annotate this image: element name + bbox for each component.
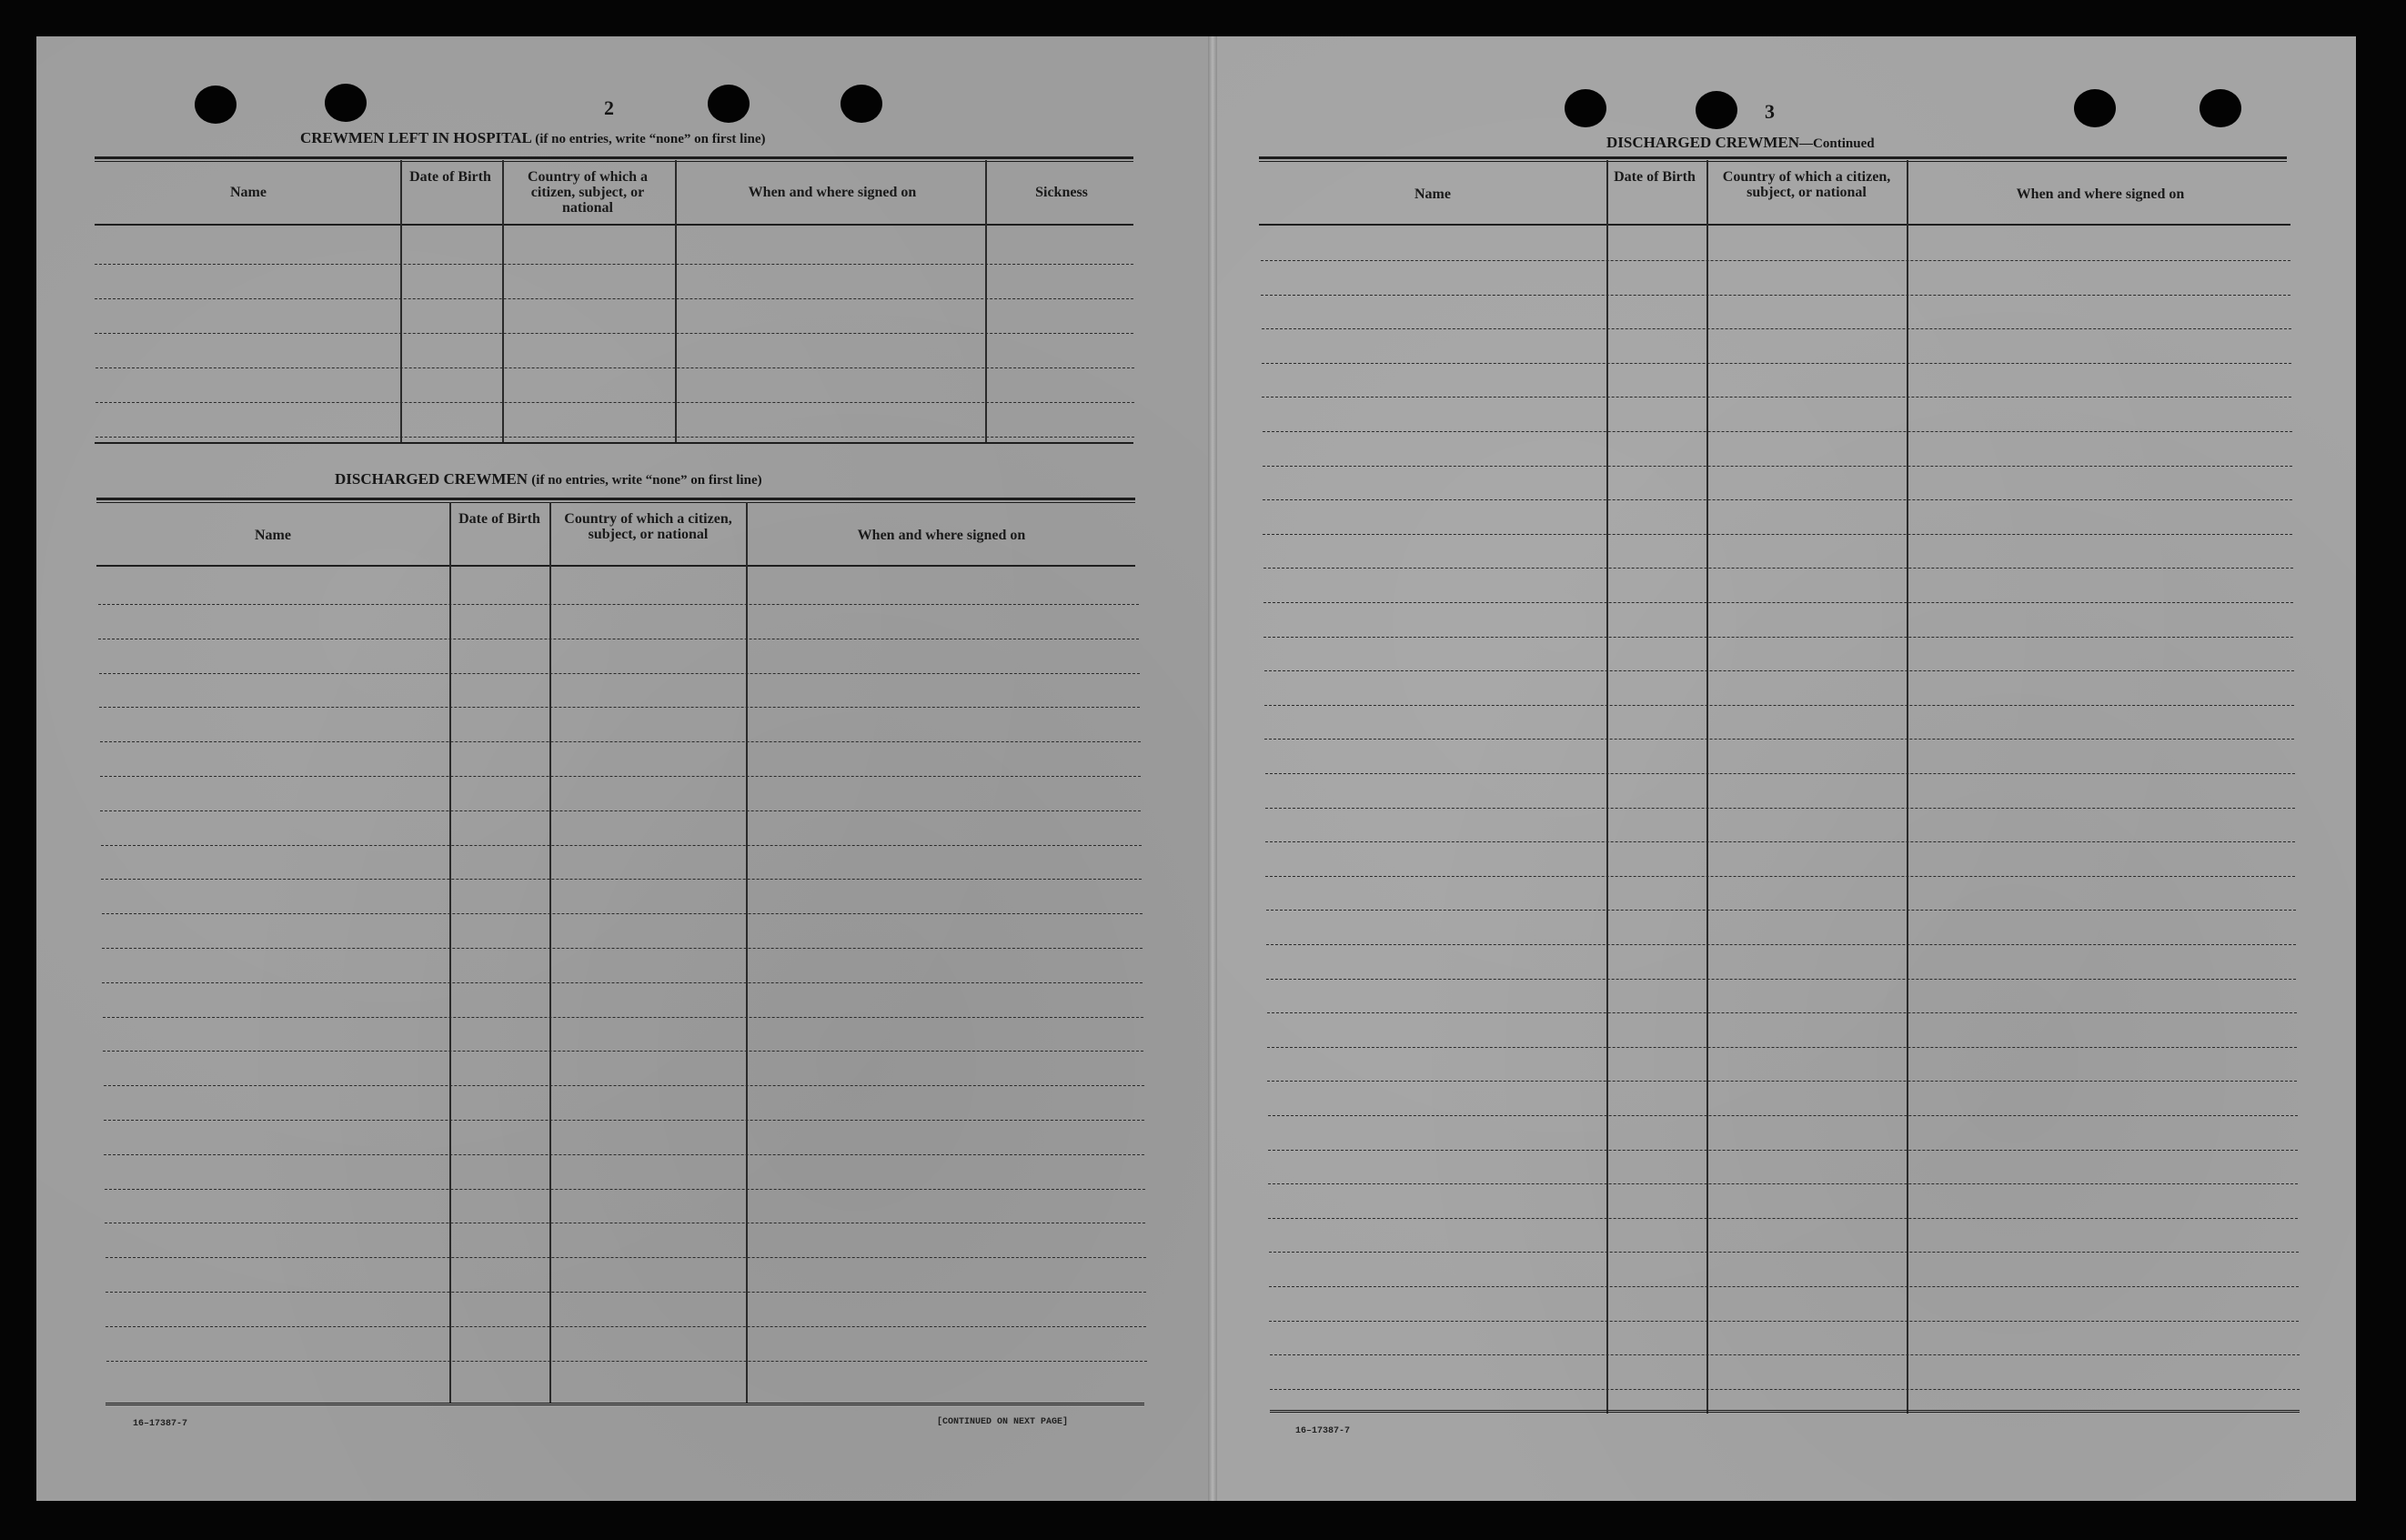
table-row[interactable] — [95, 298, 1133, 299]
table-row[interactable] — [1270, 1389, 2300, 1390]
continued-note: [CONTINUED ON NEXT PAGE] — [937, 1417, 1069, 1427]
table-row[interactable] — [1267, 1081, 2297, 1082]
hospital-bottom-rule — [95, 442, 1133, 444]
table-row[interactable] — [106, 1292, 1146, 1293]
punch-hole-icon — [708, 85, 750, 123]
column-header-country: Country of which a citizen, subject, or national — [564, 511, 732, 542]
table-row[interactable] — [1262, 363, 2291, 364]
form-number: 16–17387-7 — [1295, 1426, 1351, 1436]
punch-hole-icon — [1565, 89, 1606, 127]
punch-hole-icon — [2200, 89, 2241, 127]
left-page — [36, 36, 1208, 1501]
table-row[interactable] — [1268, 1218, 2298, 1219]
table-row[interactable] — [106, 1257, 1146, 1258]
punch-hole-icon — [2074, 89, 2116, 127]
table-row[interactable] — [1263, 602, 2293, 603]
column-header-date-of-birth: Date of Birth — [1614, 169, 1696, 185]
column-header-signed-on: When and where signed on — [857, 528, 1026, 543]
discharged-continued-title — [1606, 134, 1875, 152]
table-row[interactable] — [101, 845, 1142, 846]
table-row[interactable] — [1262, 397, 2291, 398]
punch-hole-icon — [1696, 91, 1737, 129]
hospital-top-rule — [95, 156, 1133, 162]
table-row[interactable] — [102, 948, 1143, 949]
table-row[interactable] — [105, 1189, 1145, 1190]
table-row[interactable] — [1265, 841, 2295, 842]
table-row[interactable] — [1263, 499, 2292, 500]
discharged-continued-subtitle-text: —Continued — [1799, 136, 1875, 151]
table-row[interactable] — [1270, 1354, 2300, 1355]
column-header-country: Country of which a citizen, subject, or national — [527, 169, 648, 216]
table-row[interactable] — [104, 1154, 1144, 1155]
column-divider — [985, 160, 987, 442]
discharged-continued-header-bottom-line — [1259, 224, 2290, 226]
table-row[interactable] — [1265, 876, 2295, 877]
punch-hole-icon — [841, 85, 882, 123]
table-row[interactable] — [1265, 773, 2295, 774]
form-number: 16–17387-7 — [133, 1419, 188, 1429]
table-row[interactable] — [103, 1017, 1143, 1018]
discharged-continued-title-text: DISCHARGED CREWMEN — [1606, 134, 1800, 151]
table-row[interactable] — [1268, 1115, 2298, 1116]
table-row[interactable] — [99, 707, 1140, 708]
punch-hole-icon — [325, 84, 367, 122]
column-header-country: Country of which a citizen, subject, or national — [1722, 169, 1891, 200]
punch-hole-icon — [195, 86, 237, 124]
column-header-name: Name — [1414, 186, 1451, 202]
table-row[interactable] — [1267, 1047, 2297, 1048]
table-row[interactable] — [95, 333, 1133, 334]
column-divider — [1907, 160, 1908, 1414]
right-page — [1217, 36, 2356, 1501]
table-row[interactable] — [100, 810, 1141, 811]
table-row[interactable] — [1269, 1321, 2299, 1322]
hospital-header-bottom-line — [95, 224, 1133, 226]
column-divider — [549, 502, 551, 1403]
hospital-subtitle-text: (if no entries, write “none” on first line) — [535, 132, 766, 146]
column-header-date-of-birth: Date of Birth — [458, 511, 540, 527]
table-row[interactable] — [99, 673, 1140, 674]
table-row[interactable] — [1264, 705, 2294, 706]
table-row[interactable] — [1268, 1183, 2298, 1184]
discharged-header-bottom-line — [96, 565, 1135, 567]
column-divider — [449, 502, 451, 1403]
column-header-date-of-birth: Date of Birth — [409, 169, 491, 185]
table-row[interactable] — [1261, 295, 2290, 296]
page-number: 3 — [1765, 100, 1775, 123]
table-row[interactable] — [1262, 328, 2291, 329]
table-row[interactable] — [104, 1085, 1144, 1086]
table-row[interactable] — [1269, 1286, 2299, 1287]
column-header-sickness: Sickness — [1035, 185, 1088, 200]
table-row[interactable] — [96, 402, 1134, 403]
table-row[interactable] — [1263, 431, 2292, 432]
table-row[interactable] — [102, 982, 1143, 983]
hospital-section-title — [300, 129, 766, 147]
table-row[interactable] — [100, 741, 1141, 742]
column-header-signed-on: When and where signed on — [2016, 186, 2185, 202]
table-row[interactable] — [1263, 568, 2293, 569]
column-header-name: Name — [255, 528, 291, 543]
table-row[interactable] — [1266, 910, 2296, 911]
table-row[interactable] — [1269, 1252, 2299, 1253]
discharged-subtitle-text: (if no entries, write “none” on first line) — [531, 473, 762, 488]
table-row[interactable] — [1265, 808, 2295, 809]
table-row[interactable] — [103, 1051, 1143, 1052]
table-row[interactable] — [96, 367, 1134, 368]
hospital-title-text: CREWMEN LEFT IN HOSPITAL — [300, 129, 531, 146]
table-row[interactable] — [1261, 260, 2290, 261]
column-divider — [1706, 160, 1708, 1414]
table-row[interactable] — [1264, 670, 2294, 671]
table-row[interactable] — [100, 776, 1141, 777]
column-divider — [400, 160, 402, 442]
table-row[interactable] — [102, 913, 1143, 914]
discharged-top-rule — [96, 498, 1135, 503]
table-row[interactable] — [98, 604, 1139, 605]
column-divider — [746, 502, 748, 1403]
column-header-signed-on: When and where signed on — [748, 185, 917, 200]
table-row[interactable] — [1263, 466, 2292, 467]
column-header-name: Name — [230, 185, 267, 200]
table-row[interactable] — [106, 1361, 1147, 1362]
table-row[interactable] — [1264, 739, 2294, 740]
table-row[interactable] — [1263, 637, 2293, 638]
table-row[interactable] — [96, 437, 1134, 438]
table-row[interactable] — [1266, 979, 2296, 980]
column-divider — [675, 160, 677, 442]
page-number: 2 — [604, 96, 614, 119]
discharged-bottom-rule — [106, 1403, 1144, 1405]
discharged-continued-bottom-rule — [1270, 1410, 2300, 1413]
table-row[interactable] — [1263, 534, 2292, 535]
column-divider — [502, 160, 504, 442]
discharged-continued-top-rule — [1259, 156, 2287, 162]
column-divider — [1606, 160, 1608, 1414]
table-row[interactable] — [95, 264, 1133, 265]
discharged-section-title — [335, 470, 762, 488]
table-row[interactable] — [101, 879, 1142, 880]
discharged-title-text: DISCHARGED CREWMEN — [335, 470, 529, 488]
table-row[interactable] — [1267, 1012, 2297, 1013]
table-row[interactable] — [106, 1326, 1146, 1327]
page-fold — [1208, 36, 1217, 1501]
table-row[interactable] — [1266, 944, 2296, 945]
table-row[interactable] — [1268, 1150, 2298, 1151]
table-row[interactable] — [104, 1120, 1144, 1121]
